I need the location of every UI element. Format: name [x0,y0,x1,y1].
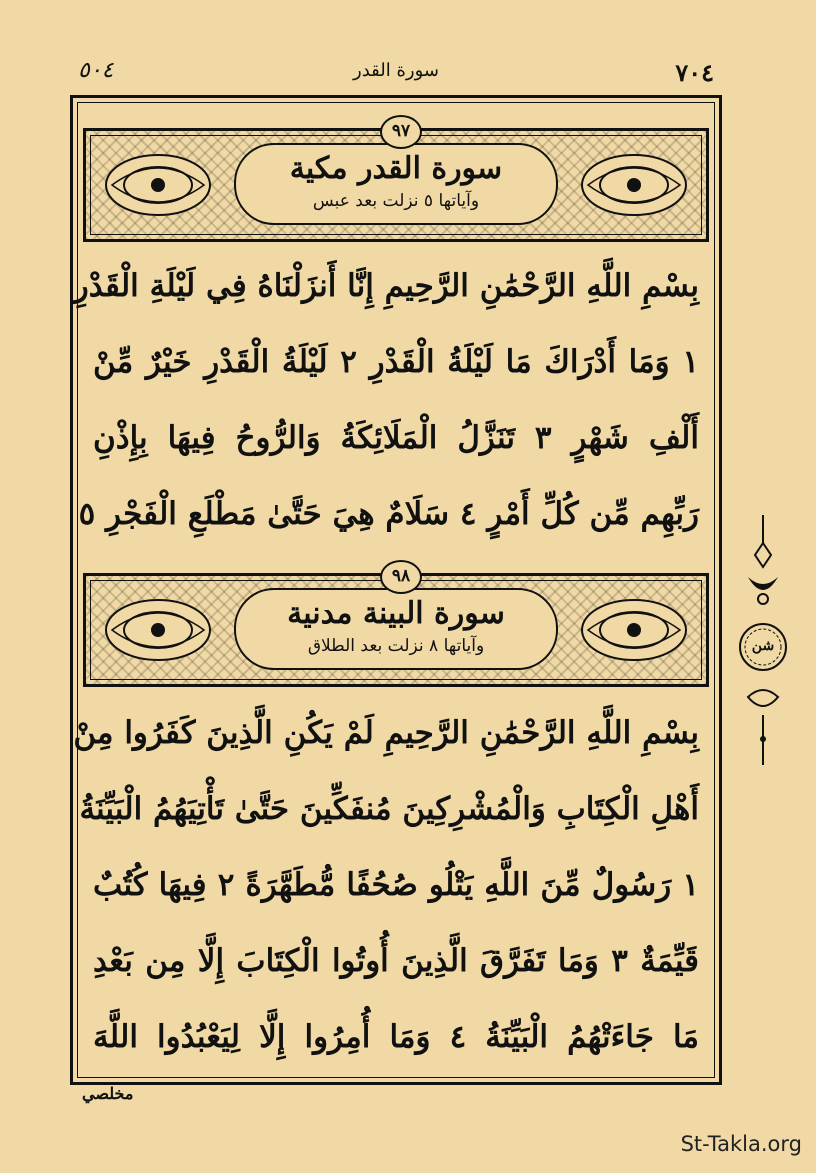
surah-text-97 [73,248,699,552]
page-frame [70,95,722,1085]
text-line: مَا جَاءَتْهُمُ الْبَيِّنَةُ ٤ وَمَا أُمِرُوا إِلَّا لِيَعْبُدُوا اللَّهَ [93,1019,700,1055]
text-line: رَبِّهِم مِّن كُلِّ أَمْرٍ ٤ سَلَامٌ هِيَ حَتَّىٰ مَطْلَعِ الْفَجْرِ ٥ [78,496,699,532]
surah-banner-98 [83,566,709,687]
text-line: أَهْلِ الْكِتَابِ وَالْمُشْرِكِينَ مُنفَكِّينَ حَتَّىٰ تَأْتِيَهُمُ الْبَيِّنَةُ [79,791,699,827]
text-line: أَلْفِ شَهْرٍ ٣ تَنَزَّلُ الْمَلَائِكَةُ وَالرُّوحُ فِيهَا بِإِذْنِ [93,420,699,456]
arabesque-ornament-icon [98,147,218,223]
arabesque-ornament-icon [98,592,218,668]
page-number-right: ٧٠٤ [675,58,714,87]
surah-subtitle: وآياتها ٨ نزلت بعد الطلاق [307,636,485,656]
text-line: بِسْمِ اللَّهِ الرَّحْمَٰنِ الرَّحِيمِ إِنَّا أَنزَلْنَاهُ فِي لَيْلَةِ الْقَدْرِ [73,268,699,304]
page-number-left: ٥٠٤ [78,58,114,83]
arabesque-ornament-icon [574,147,694,223]
page-header [70,58,722,88]
text-line: ١ وَمَا أَدْرَاكَ مَا لَيْلَةُ الْقَدْرِ ٢ لَيْلَةُ الْقَدْرِ خَيْرٌ مِّنْ [93,344,699,380]
surah-text-98 [73,695,700,1075]
text-line: بِسْمِ اللَّهِ الرَّحْمَٰنِ الرَّحِيمِ لَمْ يَكُنِ الَّذِينَ كَفَرُوا مِنْ [73,715,699,751]
surah-cartouche [234,143,558,225]
surah-banner-97 [83,121,709,242]
margin-ornament-label: شن [751,638,775,654]
surah-number: ٩٨ [380,560,422,594]
surah-subtitle: وآياتها ٥ نزلت بعد عبس [312,191,480,211]
surah-number: ٩٧ [380,115,422,149]
watermark: St-Takla.org [680,1132,802,1156]
surah-title: سورة البينة مدنية [287,596,505,631]
text-line: قَيِّمَةٌ ٣ وَمَا تَفَرَّقَ الَّذِينَ أُوتُوا الْكِتَابَ إِلَّا مِن بَعْدِ [93,943,699,979]
arabesque-ornament-icon [574,592,694,668]
text-line: ١ رَسُولٌ مِّنَ اللَّهِ يَتْلُو صُحُفًا مُّطَهَّرَةً ٢ فِيهَا كُتُبٌ [93,867,699,903]
surah-cartouche [234,588,558,670]
running-title: سورة القدر [353,60,439,81]
surah-title: سورة القدر مكية [289,151,503,186]
footer-label: مخلصي [82,1084,134,1103]
